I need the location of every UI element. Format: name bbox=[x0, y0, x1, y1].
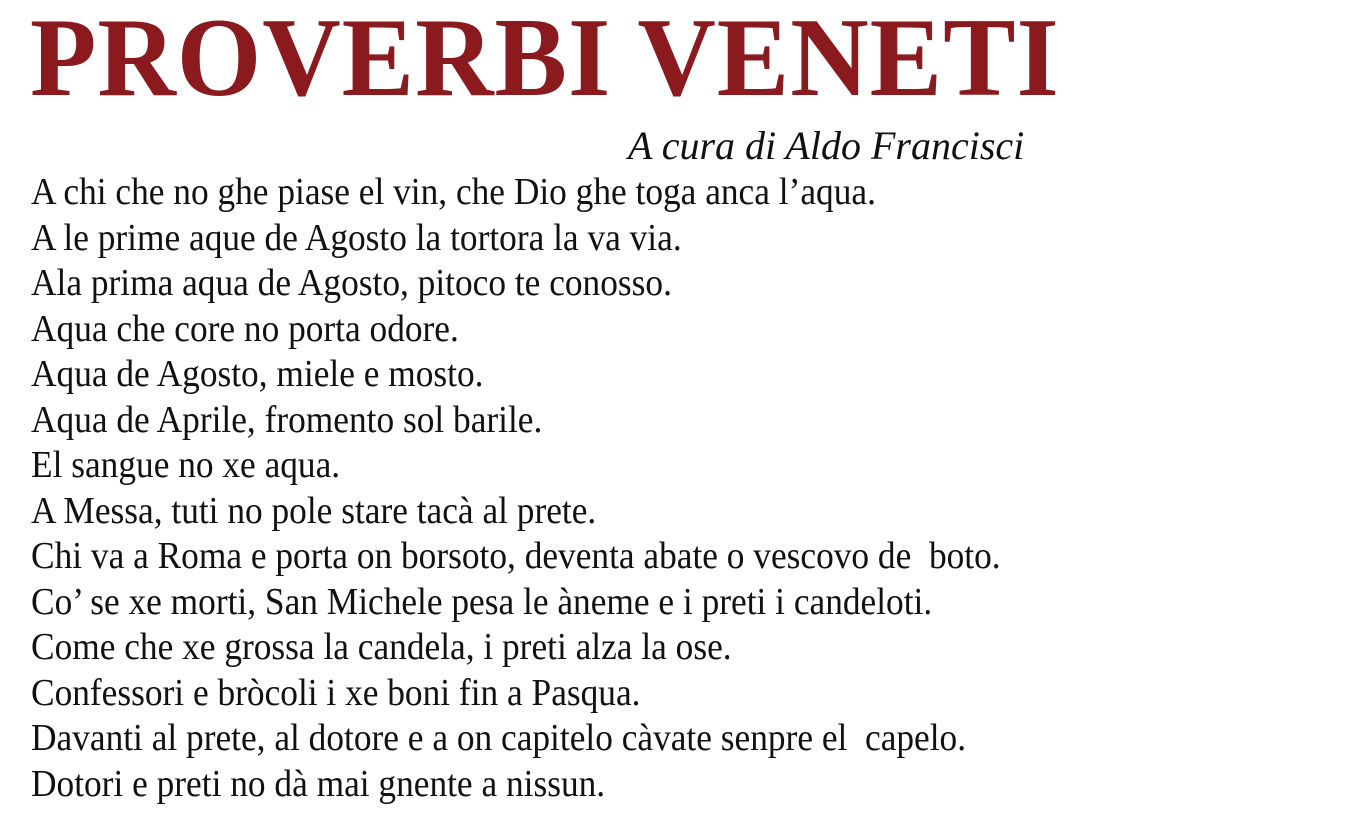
proverb-line: A chi che no ghe piase el vin, che Dio ghe toga anca l’aqua. bbox=[31, 171, 876, 213]
proverb-line: Davanti al prete, al dotore e a on capitelo càvate senpre el capelo. bbox=[31, 717, 967, 759]
proverb-line: A le prime aque de Agosto la tortora la va via. bbox=[31, 216, 682, 259]
proverb-line: Confessori e bròcoli i xe boni fin a Pasqua. bbox=[31, 671, 641, 714]
proverb-line: Aqua de Agosto, miele e mosto. bbox=[31, 353, 484, 395]
proverb-line: El sangue no xe aqua. bbox=[31, 444, 341, 486]
proverb-line: Co’ se xe morti, San Michele pesa le àneme e i preti i candeloti. bbox=[31, 580, 933, 623]
proverb-line: Come che xe grossa la candela, i preti alza la ose. bbox=[31, 626, 732, 668]
proverb-line: Aqua che core no porta odore. bbox=[31, 307, 459, 350]
proverb-line: A Messa, tuti no pole stare tacà al prete. bbox=[31, 489, 597, 532]
proverb-line: Chi va a Roma e porta on borsoto, deventa abate o vescovo de boto. bbox=[31, 535, 1001, 577]
proverb-list bbox=[31, 170, 1074, 807]
page-title: PROVERBI VENETI bbox=[30, 0, 1060, 120]
page-subtitle: A cura di Aldo Francisci bbox=[628, 123, 1025, 168]
proverb-line: Dotori e preti no dà mai gnente a nissun. bbox=[31, 762, 606, 805]
proverb-line: Aqua de Aprile, fromento sol barile. bbox=[31, 398, 543, 441]
proverb-line: Ala prima aqua de Agosto, pitoco te conosso. bbox=[31, 262, 672, 304]
